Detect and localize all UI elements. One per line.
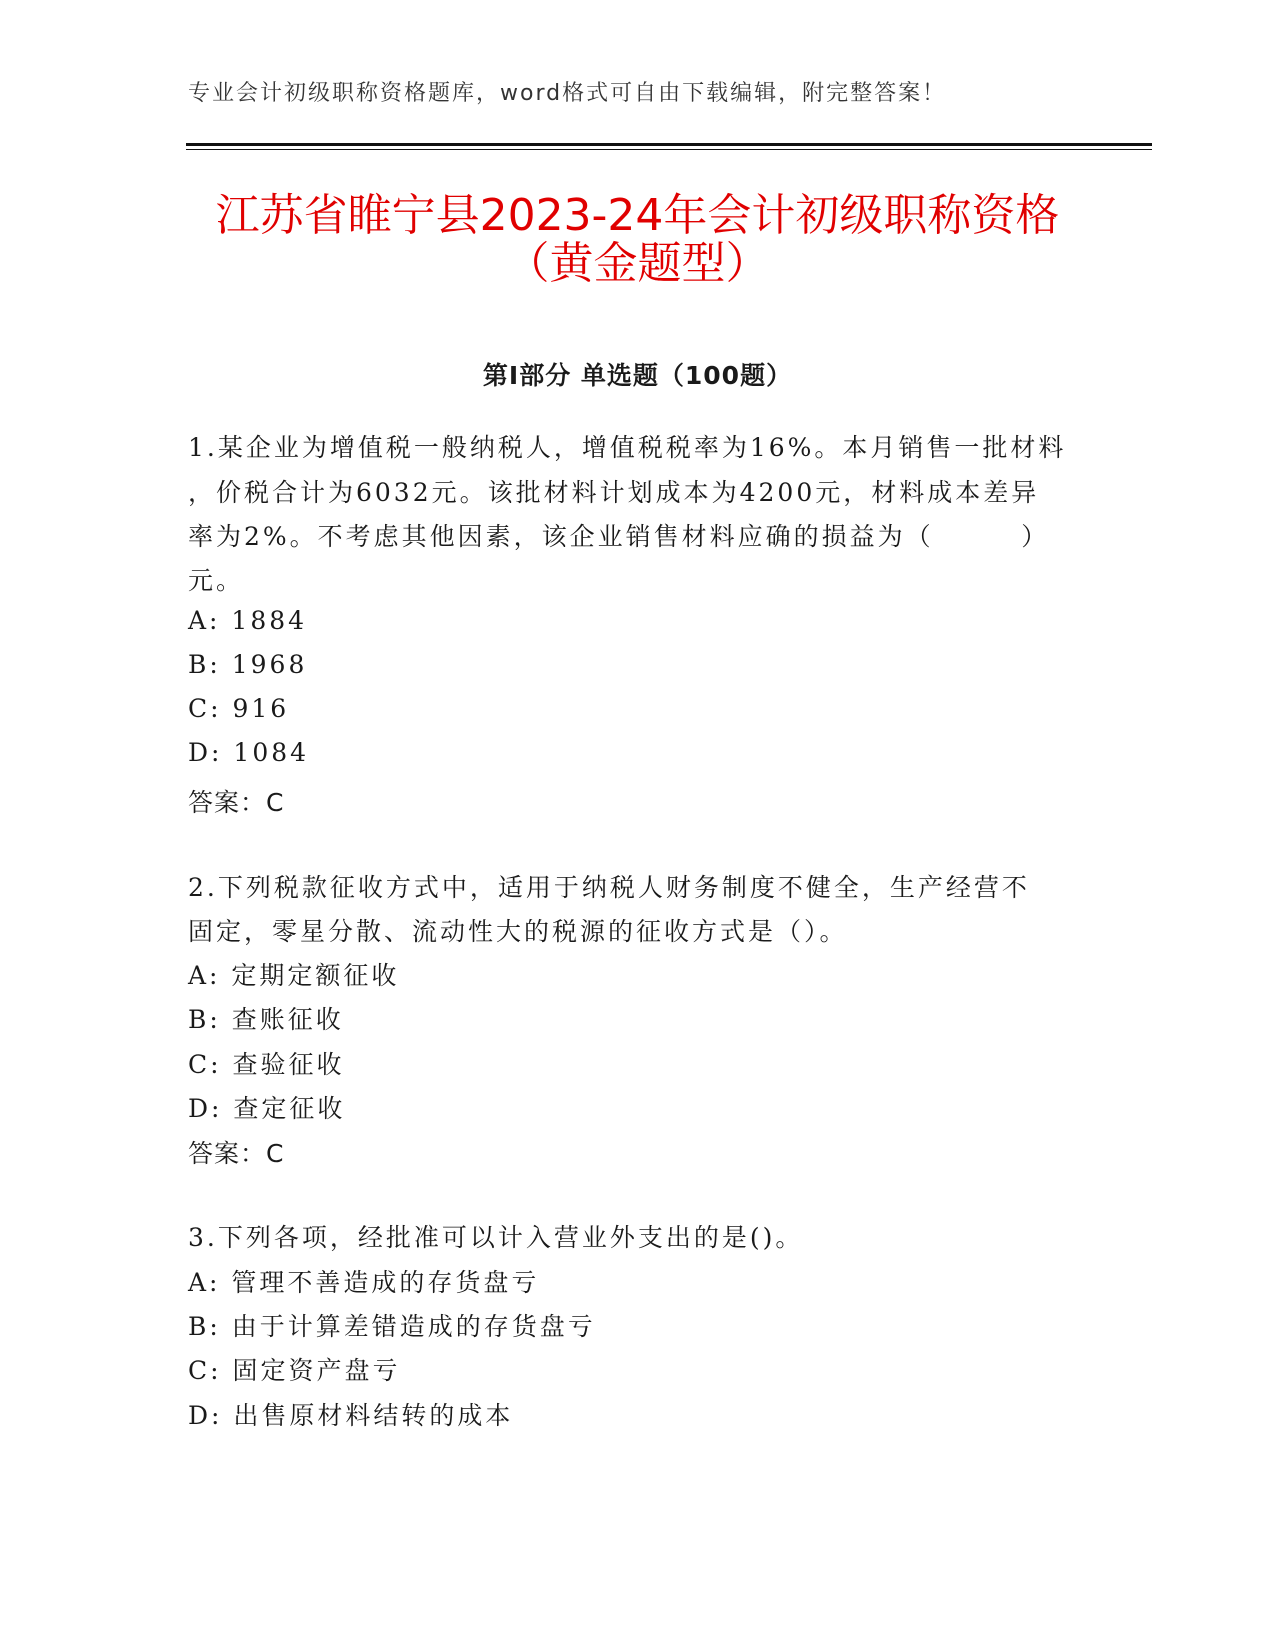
- option-d: D: 出售原材料结转的成本: [188, 1401, 514, 1430]
- option-b: B: 由于计算差错造成的存货盘亏: [188, 1312, 596, 1341]
- option-a: A: 1884: [188, 606, 308, 635]
- option-b: B: 查账征收: [188, 1005, 344, 1034]
- header-rule-thick: [186, 143, 1152, 146]
- answer: 答案：C: [188, 1139, 285, 1168]
- question-text-line: 2.下列税款征收方式中，适用于纳税人财务制度不健全，生产经营不: [188, 873, 1030, 902]
- document-title-line-2: （黄金题型）: [505, 238, 770, 289]
- question-text-line: 1.某企业为增值税一般纳税人，增值税税率为16%。本月销售一批材料: [188, 433, 1067, 462]
- option-d: D: 查定征收: [188, 1094, 346, 1123]
- option-c: C: 固定资产盘亏: [188, 1356, 401, 1385]
- option-c: C: 查验征收: [188, 1050, 345, 1079]
- answer: 答案：C: [188, 788, 285, 817]
- question-text-line: 元。: [188, 566, 245, 595]
- option-d: D: 1084: [188, 738, 310, 767]
- option-b: B: 1968: [188, 650, 308, 679]
- section-title: 第Ⅰ部分 单选题（100题）: [482, 361, 793, 390]
- option-a: A: 管理不善造成的存货盘亏: [188, 1268, 540, 1297]
- question-text-line: 固定，零星分散、流动性大的税源的征收方式是（）。: [188, 917, 848, 946]
- option-c: C: 916: [188, 694, 290, 723]
- option-a: A: 定期定额征收: [188, 961, 400, 990]
- header-rule-thin: [186, 149, 1152, 150]
- document-title-line-1: 江苏省睢宁县2023-24年会计初级职称资格: [215, 190, 1060, 241]
- question-text-line: ，价税合计为6032元。该批材料计划成本为4200元，材料成本差异: [188, 478, 1040, 507]
- page-header: 专业会计初级职称资格题库，word格式可自由下载编辑，附完整答案！: [188, 81, 947, 106]
- question-text-line: 率为2%。不考虑其他因素，该企业销售材料应确的损益为（ ）: [188, 522, 1050, 551]
- question-text-line: 3.下列各项，经批准可以计入营业外支出的是()。: [188, 1223, 804, 1252]
